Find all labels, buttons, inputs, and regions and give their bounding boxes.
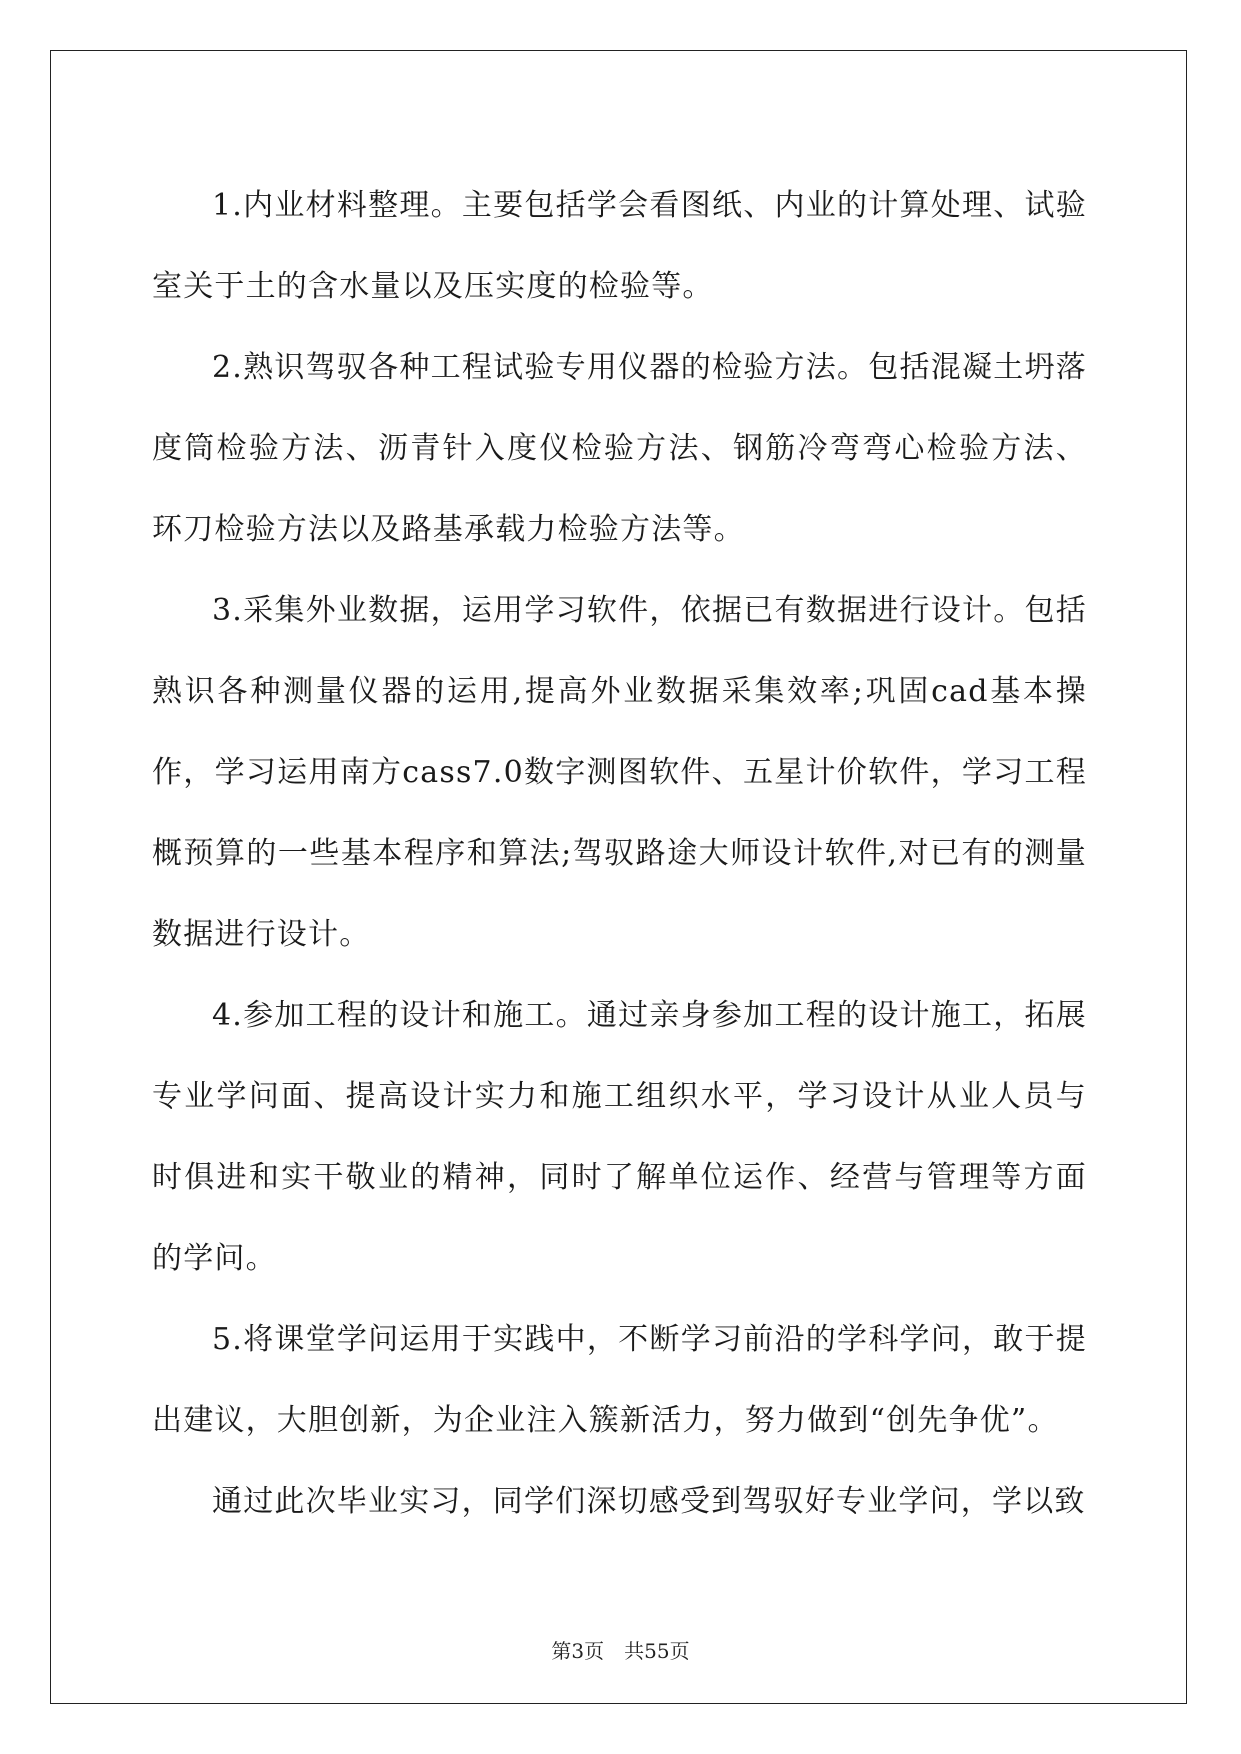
paragraph-5: 5.将课堂学问运用于实践中，不断学习前沿的学科学问，敢于提出建议，大胆创新，为企业注入簇新活力，努力做到“创先争优”。: [152, 1322, 1087, 1438]
document-body: [152, 165, 1087, 1542]
paragraph-1: 1.内业材料整理。主要包括学会看图纸、内业的计算处理、试验室关于土的含水量以及压实度的检验等。: [152, 188, 1087, 304]
page-number-footer: 第3页 共55页: [551, 1639, 690, 1663]
paragraph-2: 2.熟识驾驭各种工程试验专用仪器的检验方法。包括混凝土坍落度筒检验方法、沥青针入度仪检验方法、钢筋冷弯弯心检验方法、环刀检验方法以及路基承载力检验方法等。: [152, 350, 1087, 547]
paragraph-6: 通过此次毕业实习，同学们深切感受到驾驭好专业学问，学以致: [212, 1484, 1086, 1519]
paragraph-3: 3.采集外业数据，运用学习软件，依据已有数据进行设计。包括熟识各种测量仪器的运用,提高外业数据采集效率;巩固cad基本操作，学习运用南方cass7.0数字测图软件、五星计价软件，学习工程概预算的一些基本程序和算法;驾驭路途大师设计软件,对已有的测量数据进行设计。: [152, 593, 1087, 952]
paragraph-4: 4.参加工程的设计和施工。通过亲身参加工程的设计施工，拓展专业学问面、提高设计实力和施工组织水平，学习设计从业人员与时俱进和实干敬业的精神，同时了解单位运作、经营与管理等方面的学问。: [152, 998, 1087, 1276]
